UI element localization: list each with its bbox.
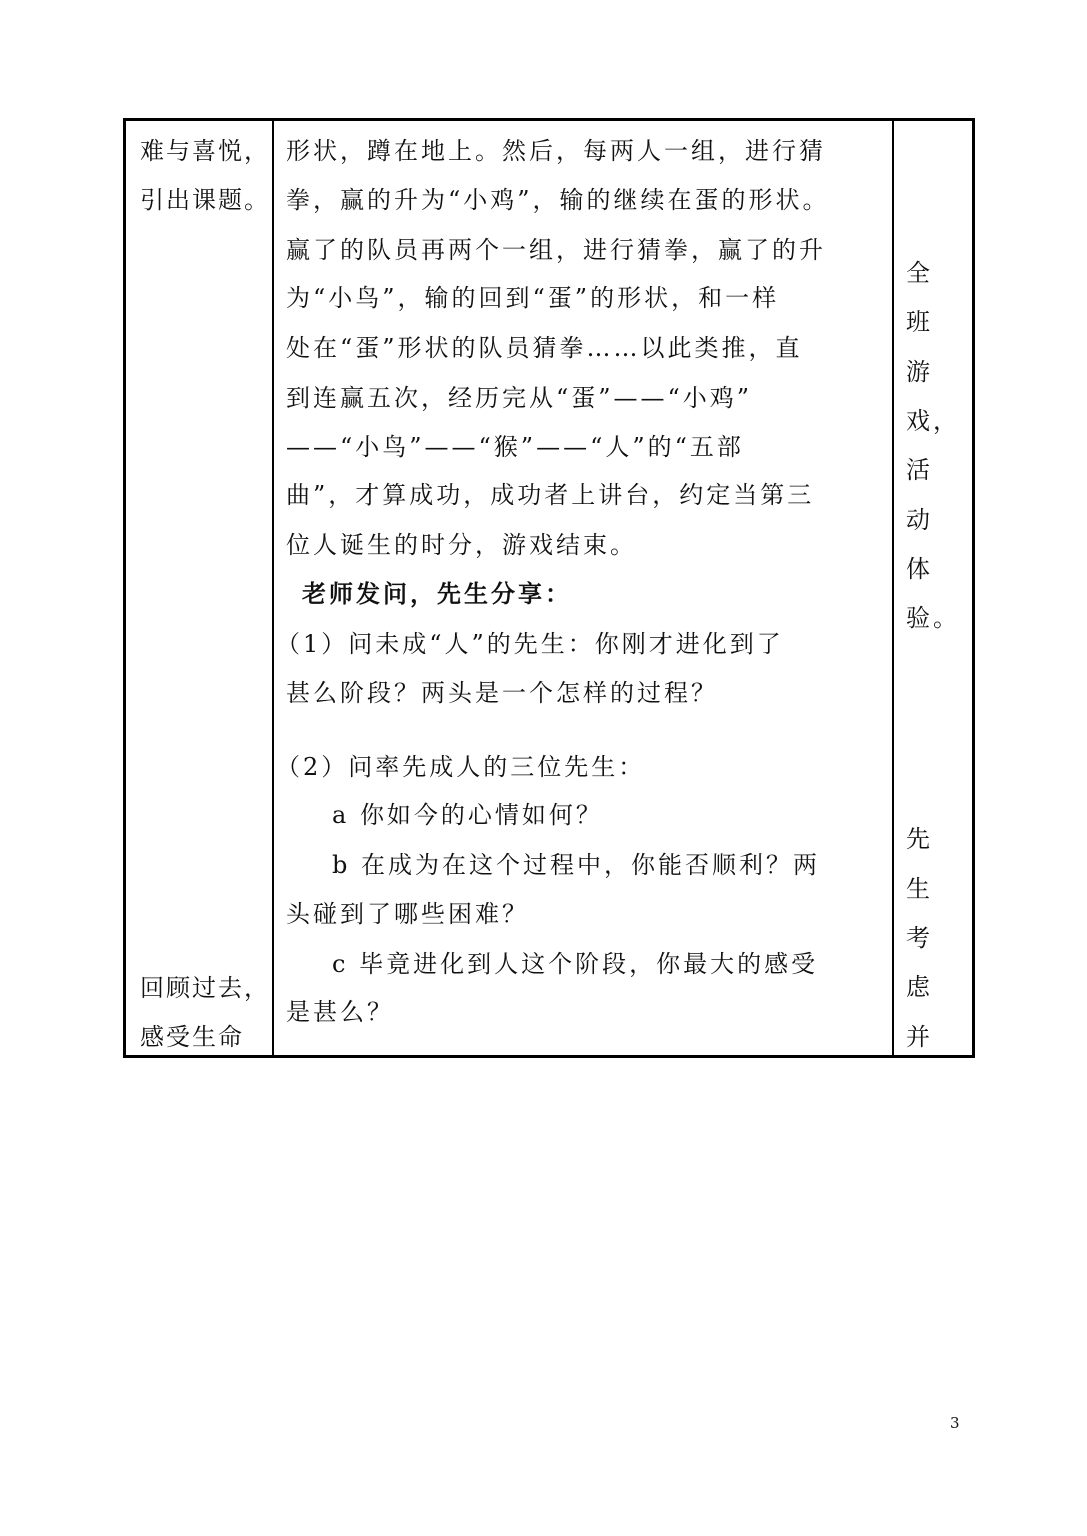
activity-line: 位人诞生的时分，游戏结束。	[286, 531, 637, 559]
section-heading: 老师发问，先生分享：	[302, 579, 572, 608]
activity-line: ——“小鸟”——“猴”——“人”的“五部	[286, 433, 744, 461]
goal-text: 回顾过去，	[140, 974, 270, 1002]
activity-line: 拳，赢的升为“小鸡”，输的继续在蛋的形状。	[286, 186, 830, 214]
method-char: 虑	[906, 973, 933, 1001]
method-char: 体	[906, 555, 933, 583]
goal-text: 感受生命	[140, 1023, 244, 1051]
question-line: （2）问率先成人的三位先生：	[276, 753, 646, 781]
goal-text: 引出课题。	[140, 186, 270, 214]
method-char: 全	[906, 259, 933, 287]
method-column	[894, 121, 972, 1055]
question-line: a 你如今的心情如何？	[332, 801, 603, 829]
activity-line: 赢了的队员再两个一组，进行猜拳，赢了的升	[286, 236, 826, 264]
lesson-table	[123, 118, 975, 1058]
activity-line: 曲”，才算成功，成功者上讲台，约定当第三	[286, 481, 815, 509]
activity-line: 为“小鸟”，输的回到“蛋”的形状，和一样	[286, 284, 780, 312]
activity-column	[274, 121, 892, 1055]
method-char: 班	[906, 308, 933, 336]
method-char: 生	[906, 875, 933, 903]
goal-column	[126, 121, 272, 1055]
page-number: 3	[950, 1414, 960, 1432]
activity-line: 处在“蛋”形状的队员猜拳……以此类推，直	[286, 334, 803, 362]
question-line: 甚么阶段？两头是一个怎样的过程？	[286, 679, 718, 707]
goal-text: 难与喜悦，	[140, 137, 270, 165]
method-char: 戏，	[906, 407, 960, 435]
activity-line: 形状，蹲在地上。然后，每两人一组，进行猜	[286, 137, 826, 165]
method-char: 先	[906, 825, 933, 853]
activity-line: 到连赢五次，经历完从“蛋”——“小鸡”	[286, 384, 753, 412]
method-char: 验。	[906, 604, 960, 632]
method-char: 游	[906, 358, 933, 386]
question-line: （1）问未成“人”的先生：你刚才进化到了	[276, 630, 784, 658]
question-line: c 毕竟进化到人这个阶段，你最大的感受	[332, 950, 819, 978]
method-char: 考	[906, 924, 933, 952]
question-line: 是甚么？	[286, 998, 394, 1026]
method-char: 并	[906, 1023, 933, 1051]
question-line: b 在成为在这个过程中，你能否顺利？两	[332, 851, 820, 879]
method-char: 动	[906, 506, 933, 534]
method-char: 活	[906, 456, 933, 484]
question-line: 头碰到了哪些困难？	[286, 900, 529, 928]
